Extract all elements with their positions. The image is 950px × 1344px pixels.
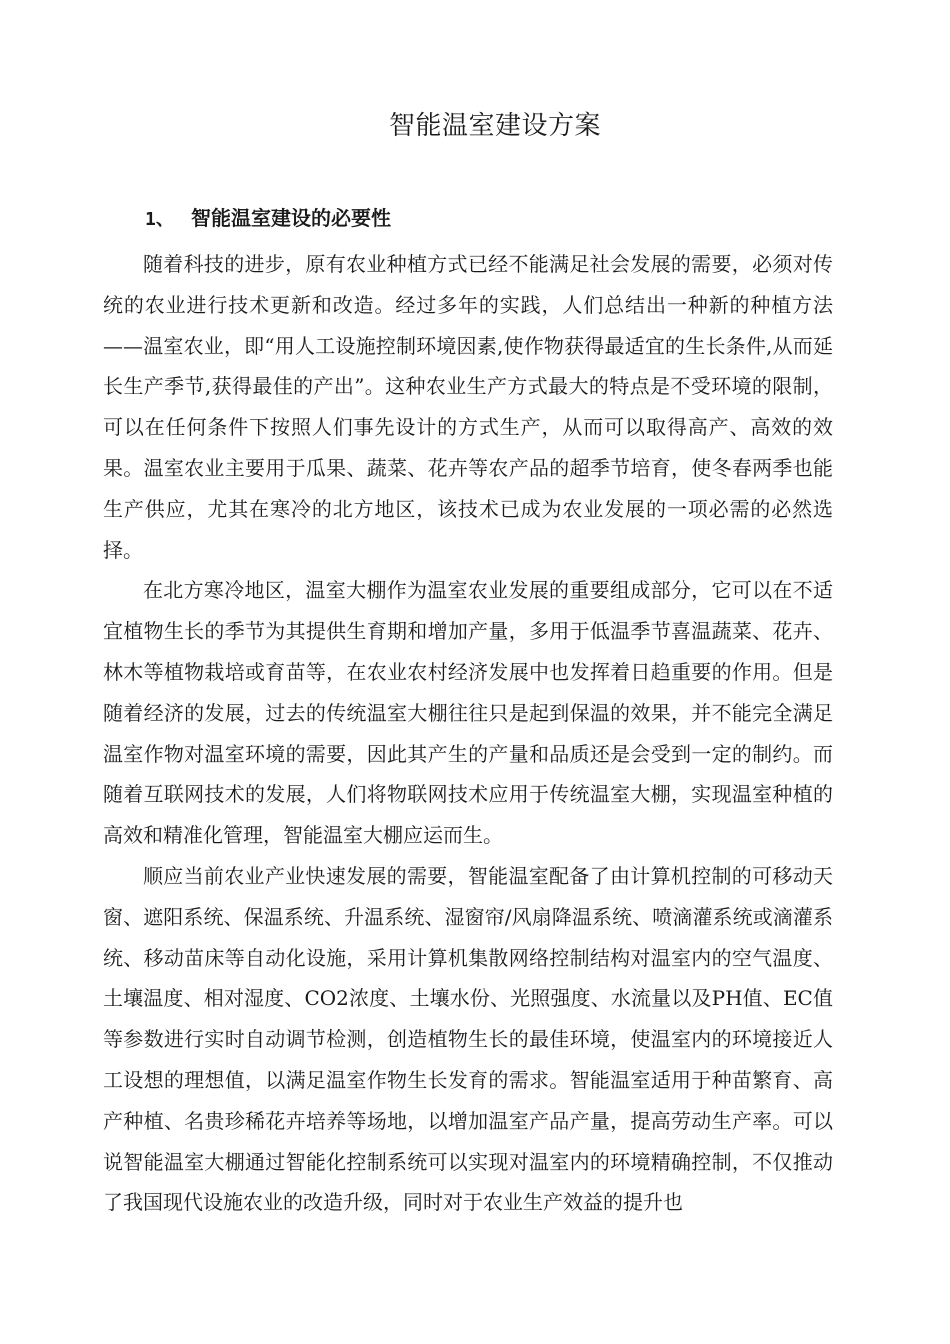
document-title: 智能温室建设方案 bbox=[388, 111, 601, 141]
document-body bbox=[103, 244, 833, 1223]
section-number: 1、 bbox=[145, 209, 174, 230]
paragraph: 随着科技的进步，原有农业种植方式已经不能满足社会发展的需要，必须对传统的农业进行技术更新和改造。经过多年的实践，人们总结出一种新的种植方法——温室农业，即“用人工设施控制环境因素,使作物获得最适宜的生长条件,从而延长生产季节,获得最佳的产出”。这种农业生产方式最大的特点是不受环境的限制，可以在任何条件下按照人们事先设计的方式生产，从而可以取得高产、高效的效果。温室农业主要用于瓜果、蔬菜、花卉等农产品的超季节培育，使冬春两季也能生产供应，尤其在寒冷的北方地区，该技术已成为农业发展的一项必需的必然选择。 bbox=[103, 252, 833, 562]
section-heading-text: 智能温室建设的必要性 bbox=[191, 206, 391, 230]
paragraph: 顺应当前农业产业快速发展的需要，智能温室配备了由计算机控制的可移动天窗、遮阳系统、保温系统、升温系统、湿窗帘/风扇降温系统、喷滴灌系统或滴灌系统、移动苗床等自动化设施，采用计算机集散网络控制结构对温室内的空气温度、土壤温度、相对湿度、CO2浓度、土壤水份、光照强度、水流量以及PH值、EC值等参数进行实时自动调节检测，创造植物生长的最佳环境，使温室内的环境接近人工设想的理想值，以满足温室作物生长发育的需求。智能温室适用于种苗繁育、高产种植、名贵珍稀花卉培养等场地，以增加温室产品产量，提高劳动生产率。可以说智能温室大棚通过智能化控制系统可以实现对温室内的环境精确控制，不仅推动了我国现代设施农业的改造升级，同时对于农业生产效益的提升也 bbox=[103, 863, 833, 1215]
paragraph: 在北方寒冷地区，温室大棚作为温室农业发展的重要组成部分，它可以在不适宜植物生长的季节为其提供生育期和增加产量，多用于低温季节喜温蔬菜、花卉、林木等植物栽培或育苗等，在农业农村经济发展中也发挥着日趋重要的作用。但是随着经济的发展，过去的传统温室大棚往往只是起到保温的效果，并不能完全满足温室作物对温室环境的需要，因此其产生的产量和品质还是会受到一定的制约。而随着互联网技术的发展，人们将物联网技术应用于传统温室大棚，实现温室种植的高效和精准化管理，智能温室大棚应运而生。 bbox=[103, 578, 833, 848]
section-heading bbox=[145, 202, 391, 236]
